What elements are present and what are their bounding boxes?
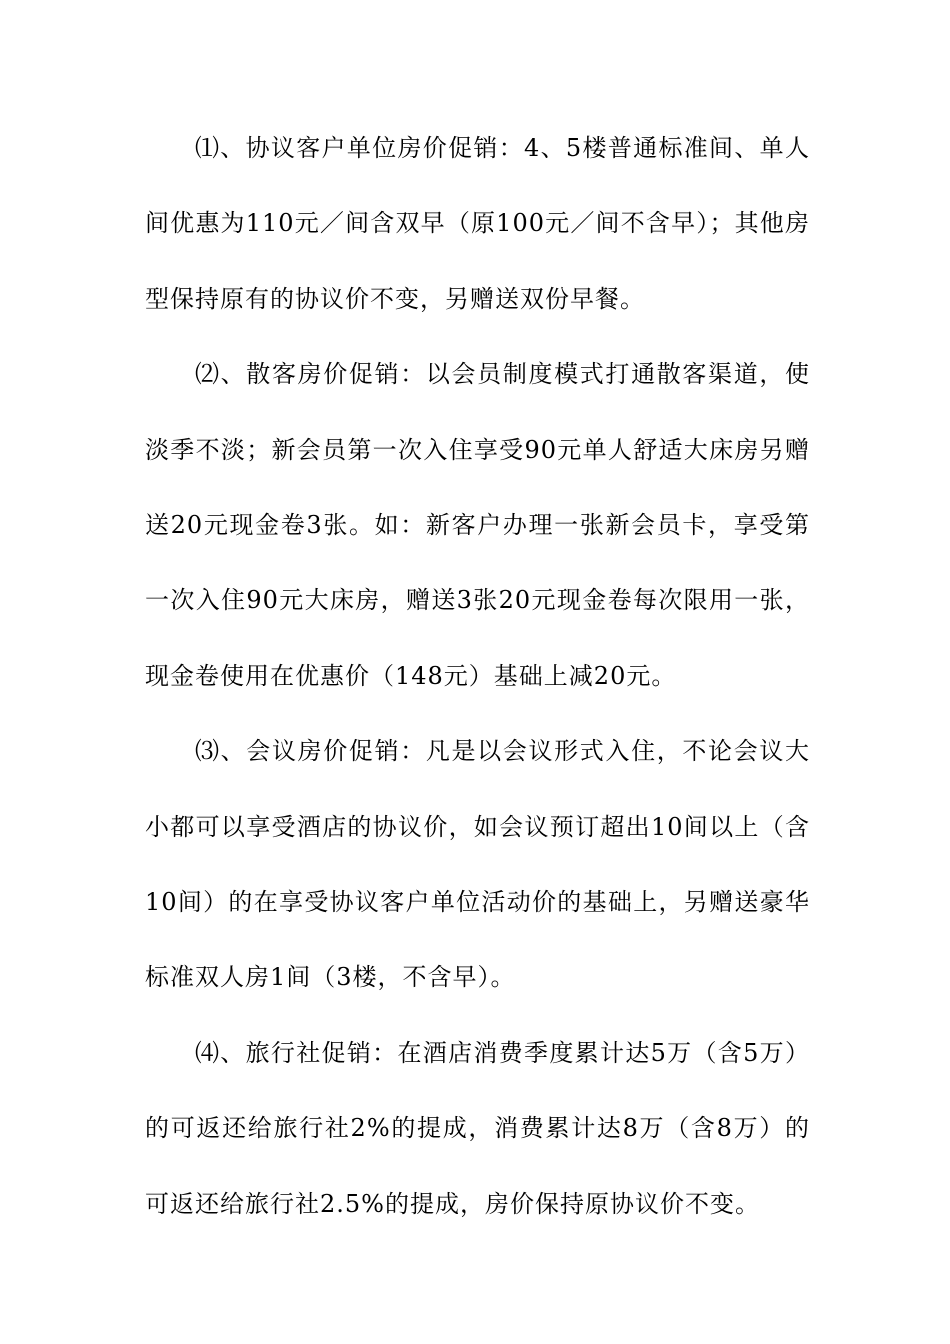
paragraph-walk-in-promotion: ⑵、散客房价促销：以会员制度模式打通散客渠道，使淡季不淡；新会员第一次入住享受90元单人舒适大床房另赠送20元现金卷3张。如：新客户办理一张新会员卡，享受第一次入住90元大床房，赠送3张20元现金卷每次限用一张，现金卷使用在优惠价（148元）基础上减20元。: [145, 360, 810, 690]
paragraph-agreement-client-promotion: ⑴、协议客户单位房价促销：4、5楼普通标准间、单人间优惠为110元／间含双早（原100元／间不含早）；其他房型保持原有的协议价不变，另赠送双份早餐。: [145, 134, 810, 313]
paragraph-meeting-promotion: ⑶、会议房价促销：凡是以会议形式入住，不论会议大小都可以享受酒店的协议价，如会议预订超出10间以上（含10间）的在享受协议客户单位活动价的基础上，另赠送豪华标准双人房1间（3楼，不含早）。: [145, 737, 810, 992]
paragraph-travel-agency-promotion: ⑷、旅行社促销：在酒店消费季度累计达5万（含5万）的可返还给旅行社2%的提成，消费累计达8万（含8万）的可返还给旅行社2.5%的提成，房价保持原协议价不变。: [145, 1038, 810, 1218]
